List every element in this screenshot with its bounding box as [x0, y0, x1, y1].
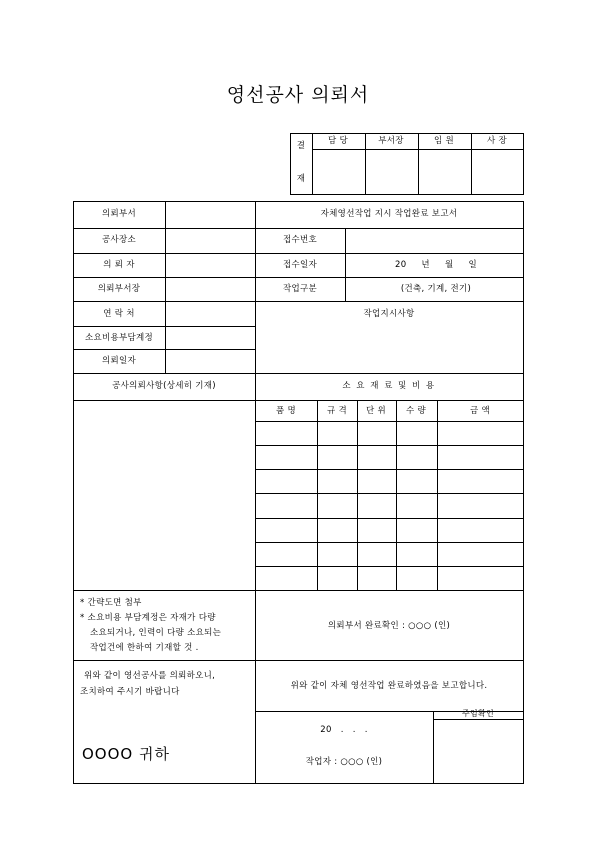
request-dept-label: 의뢰부서 — [101, 209, 137, 219]
note-header-label: 자체영선작업 지시 작업완료 보고서 — [320, 209, 458, 219]
receipt-date-label: 접수일자 — [282, 260, 318, 270]
work-instructions-label: 작업지시사항 — [363, 309, 415, 319]
material-col-item: 품 명 — [275, 406, 297, 416]
receipt-no-label: 접수번호 — [282, 235, 318, 245]
approval-header-president: 사 장 — [486, 136, 508, 146]
material-col-amount: 금 액 — [469, 406, 491, 416]
material-col-spec: 규 격 — [326, 406, 348, 416]
cost-account-label: 소요비용부담계정 — [84, 333, 154, 343]
contact-label: 연 락 처 — [103, 309, 135, 319]
request-date-label: 의뢰일자 — [101, 356, 137, 366]
work-class-value: (건축, 기계, 전기) — [400, 284, 472, 294]
date-line: 20 . . . — [320, 725, 368, 735]
approval-side-label-bottom: 재 — [296, 174, 306, 184]
worker-signature: 작업자 : ○○○ (인) — [305, 757, 383, 767]
report-text: 위와 같이 자체 영선작업 완료하였음을 보고합니다. — [290, 681, 488, 691]
note-line-3: 소요되거나, 인력이 다량 소요되는 — [90, 628, 222, 638]
approval-header-dept-head: 부서장 — [378, 136, 404, 146]
approval-header-staff: 담 당 — [327, 136, 349, 146]
request-text-1: 위와 같이 영선공사를 의뢰하오니, — [84, 671, 216, 681]
note-line-1: * 간략도면 첨부 — [80, 598, 142, 608]
approval-side-label-top: 결 — [296, 141, 306, 151]
note-line-4: 작업건에 한하여 기재할 것 . — [90, 643, 199, 653]
requester-label: 의 뢰 자 — [103, 260, 135, 270]
foreman-confirm-label: 주임확인 — [461, 709, 495, 718]
receipt-date-value: 20 년 월 일 — [395, 260, 477, 270]
work-place-label: 공사장소 — [101, 235, 137, 245]
material-col-qty: 수 량 — [405, 406, 427, 416]
request-text-2: 조치하여 주시기 바랍니다 — [80, 687, 180, 697]
page-title: 영선공사 의뢰서 — [226, 84, 370, 106]
request-detail-label: 공사의뢰사항(상세히 기재) — [112, 381, 216, 391]
completion-confirm: 의뢰부서 완료확인 : ○○○ (인) — [327, 621, 451, 631]
work-class-label: 작업구분 — [282, 284, 318, 294]
material-col-unit: 단 위 — [365, 406, 387, 416]
approval-header-executive: 임 원 — [433, 136, 455, 146]
dept-head-label: 의뢰부서장 — [97, 284, 141, 294]
addressee: OOOO 귀하 — [82, 745, 170, 763]
materials-header-label: 소 요 재 료 및 비 용 — [342, 381, 436, 391]
note-line-2: * 소요비용 부담계정은 자재가 다량 — [80, 613, 216, 623]
